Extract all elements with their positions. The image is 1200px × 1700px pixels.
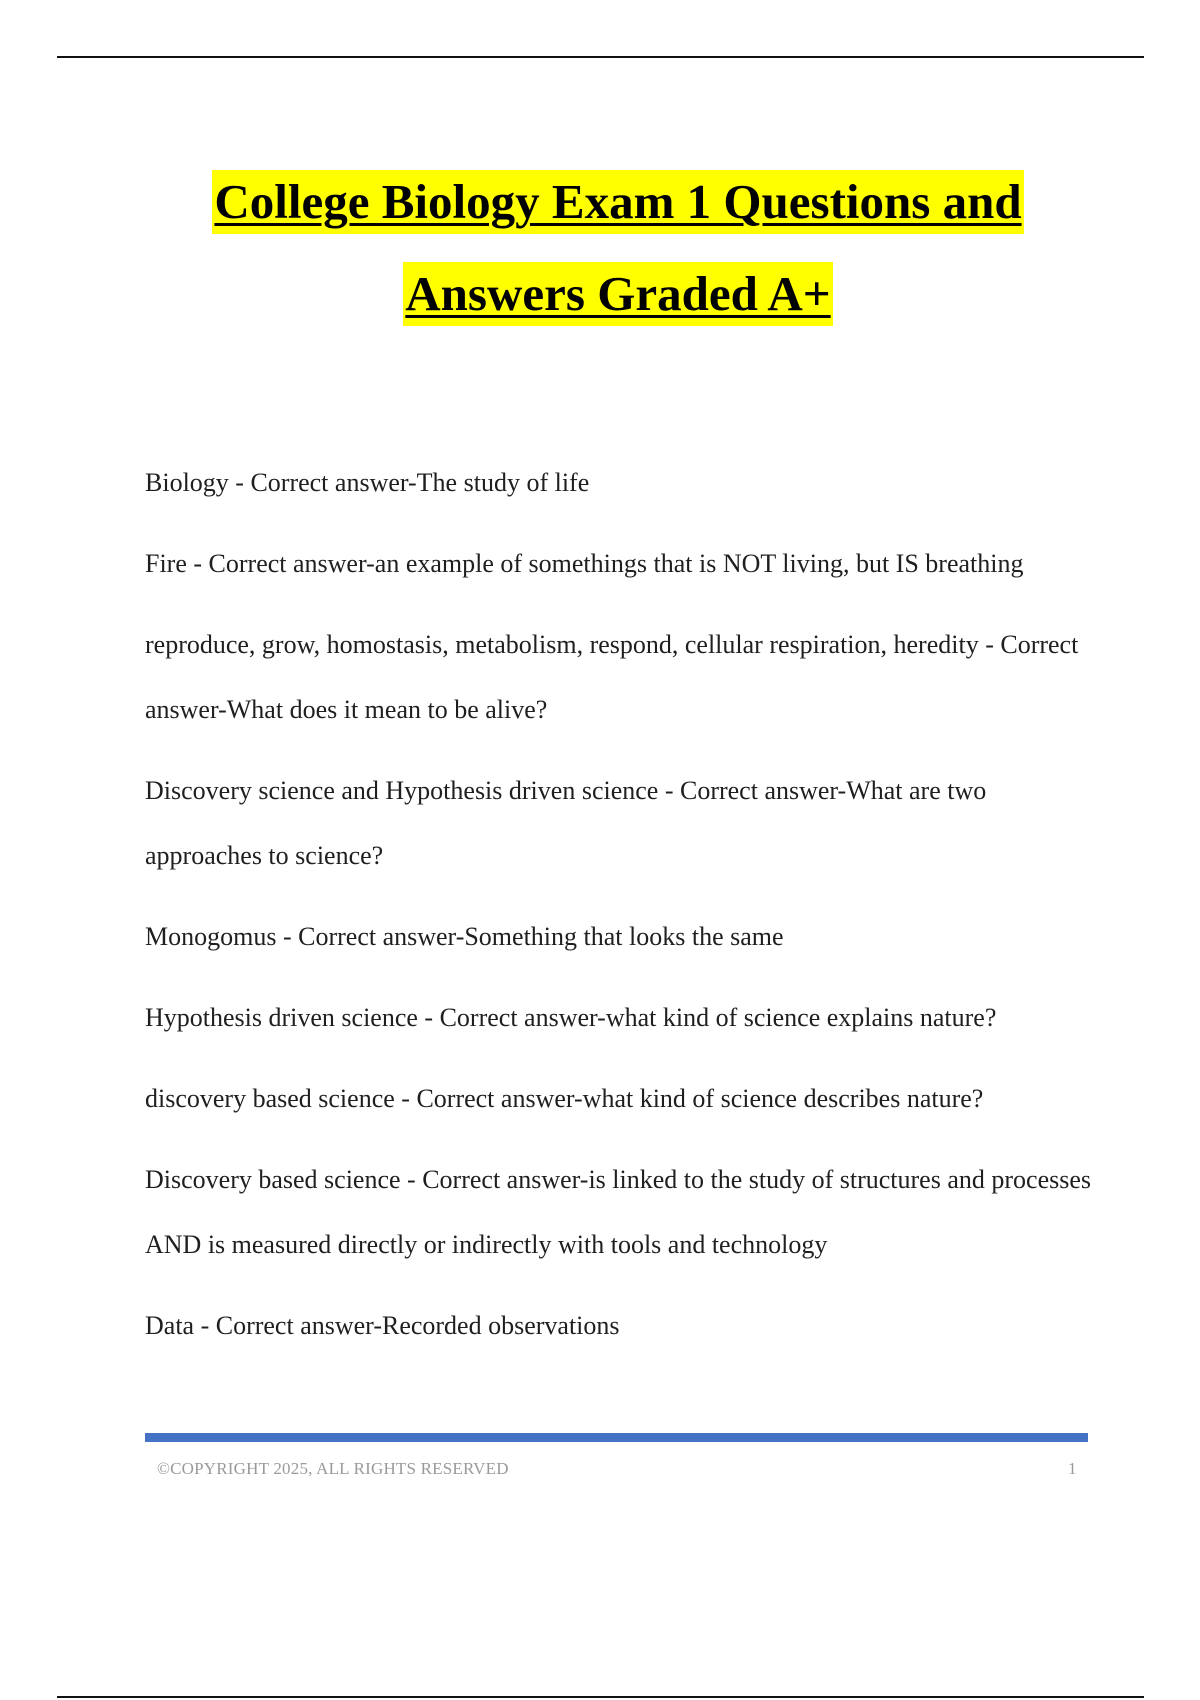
page-number: 1 [1068,1459,1077,1478]
top-rule [57,56,1144,58]
qa-item: Hypothesis driven science - Correct answer-what kind of science explains nature? [145,1003,997,1032]
qa-list [145,450,1095,1374]
footer-copyright: ©COPYRIGHT 2025, ALL RIGHTS RESERVED [157,1459,509,1478]
qa-item: reproduce, grow, homostasis, metabolism, respond, cellular respiration, heredity - Correct answer-What does it mean to be alive? [145,630,1079,724]
qa-item: Discovery science and Hypothesis driven science - Correct answer-What are two approaches to science? [145,776,987,870]
qa-item: discovery based science - Correct answer-what kind of science describes nature? [145,1084,984,1113]
qa-item: Biology - Correct answer-The study of life [145,468,590,497]
qa-item: Data - Correct answer-Recorded observations [145,1311,620,1340]
title-line-1: College Biology Exam 1 Questions and [212,170,1023,234]
footer-bar [145,1433,1088,1442]
document-title [0,170,1200,326]
qa-item: Fire - Correct answer-an example of somethings that is NOT living, but IS breathing [145,549,1024,578]
title-line-2: Answers Graded A+ [403,262,832,326]
qa-item: Monogomus - Correct answer-Something that looks the same [145,922,784,951]
qa-item: Discovery based science - Correct answer-is linked to the study of structures and processes AND is measured directly or indirectly with tools and technology [145,1165,1092,1259]
bottom-rule [57,1696,1144,1698]
